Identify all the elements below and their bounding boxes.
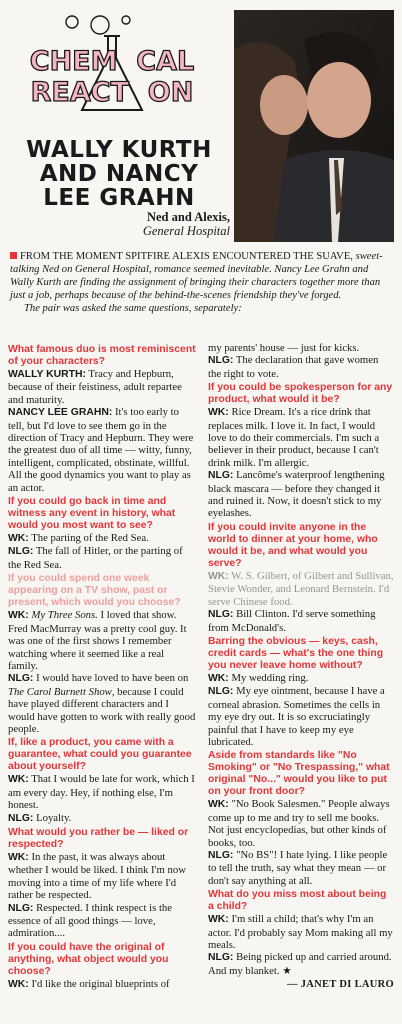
speaker-label: WK:: [208, 914, 229, 926]
answer-text: I would have loved to have been on: [33, 672, 189, 685]
speaker-label: NLG:: [208, 355, 234, 367]
question: Aside from standards like "No Smoking" or "No Trespassing," what original "No..." would you like to put on your front door?: [208, 750, 390, 798]
answer: [8, 532, 196, 545]
answer-text: Loyalty.: [33, 811, 72, 824]
answer: [8, 812, 196, 825]
caption-show: General Hospital: [142, 224, 230, 238]
chemical-reaction-logo: [14, 14, 219, 114]
speaker-label: NLG:: [208, 952, 234, 964]
answer-text: W. S. Gilbert, of Gilbert and Sullivan, Stevie Wonder, and Leonard Bernstein. I'd serve Chinese food.: [208, 569, 394, 608]
answer: [208, 951, 394, 977]
question: If you could be spokesperson for any product, what would it be?: [208, 382, 393, 406]
question: What famous duo is most reminiscent of your characters?: [8, 344, 196, 367]
question: What do you miss most about being a child?: [208, 889, 387, 913]
answer-text: That I would be late for work, which I am every day. Hey, if nothing else, I'm honest.: [8, 773, 195, 812]
logo-line2: REACT ON: [30, 77, 194, 108]
answer-text: In the past, it was always about whether I would be liked. I think I'm now moving into a time of my life where I'd rather be respected.: [8, 850, 186, 902]
speaker-label: WK:: [8, 610, 29, 622]
answer-text: My wedding ring.: [228, 671, 309, 684]
answer: [8, 609, 196, 672]
speaker-label: NLG:: [8, 812, 34, 824]
names-line-1: WALLY KURTH: [26, 137, 212, 163]
speaker-label: WK:: [208, 407, 229, 419]
question: Barring the obvious — keys, cash, credit cards — what's the one thing you never leave home without?: [208, 635, 384, 671]
photo-caption: [80, 210, 230, 238]
answer: [8, 773, 196, 811]
answer-text: Rice Dream. It's a rice drink that replaces milk. I love it. In fact, I would love to do their commercials. I'm such a believer in their product, because I can't drink milk. I'm allergic.: [208, 406, 380, 469]
author-byline: — JANET DI LAURO: [287, 979, 394, 991]
show-title: The Carol Burnett Show: [8, 685, 112, 698]
couple-photo: [234, 10, 394, 242]
answer-text: "No Book Salesmen." People always come up to me and try to sell me books. Not just encyclopedias, but other kinds of books, too.: [208, 798, 390, 849]
speaker-label: NLG:: [208, 849, 234, 861]
speaker-label: NLG:: [8, 546, 34, 558]
answer-text: The declaration that gave women the right to vote.: [208, 354, 379, 380]
answer-text: Being picked up and carried around. And my blanket. ★: [208, 951, 392, 977]
answer: [8, 978, 196, 991]
speaker-label: WK:: [208, 570, 229, 582]
speaker-label: WK:: [208, 672, 229, 684]
answer: [208, 798, 394, 849]
speaker-label: WK:: [8, 533, 29, 545]
answer: [8, 672, 196, 735]
answer: [208, 570, 394, 608]
answer: [8, 902, 196, 940]
intro-rest: sweet-talking Ned on General Hospital, romance seemed inevitable. Nancy Lee Grahn and Wally Kurth are finding the assignment of bringing their characters together more than just a job, perhaps because of the behind-the-scenes friendship they've forged.: [10, 251, 383, 301]
intro-note: The pair was asked the same questions, separately:: [24, 303, 242, 314]
answer: [8, 368, 196, 406]
answer-text: I'd like the original blueprints of: [28, 977, 170, 990]
article-intro: [10, 250, 394, 315]
question: If you could go back in time and witness any event in history, what would you most want to see?: [8, 496, 176, 532]
answer: [208, 913, 394, 951]
answer-text: I loved that show. Fred MacMurray was a pretty cool guy. It was one of the first shows I remember watching where it seemed like a real family.: [8, 609, 187, 672]
answer: [208, 672, 394, 685]
question: What would you rather be — liked or respected?: [8, 826, 189, 850]
speaker-label: NLG:: [208, 686, 234, 698]
answer: [208, 469, 394, 520]
speaker-label: WK:: [208, 799, 229, 811]
answer-text: Respected. I think respect is the essence of all good things — love, admiration....: [8, 901, 173, 940]
speaker-label: WK:: [8, 851, 29, 863]
names-line-2: AND NANCY: [39, 161, 199, 187]
speaker-label: WK:: [8, 978, 29, 990]
answer-text: It's too early to tell, but I'd love to see them go in the direction of Tracy and Hepburn. They were the greatest duo of all time — witty, funny, intelligent, complicated, obstinate, willful. All the good dynamics you want to play as an actor.: [8, 406, 194, 494]
answer: [208, 406, 394, 469]
names-line-3: LEE GRAHN: [43, 185, 195, 211]
intro-caps: FROM THE MOMENT SPITFIRE ALEXIS ENCOUNTERED THE SUAVE,: [20, 251, 353, 262]
speaker-label: NLG:: [8, 673, 34, 685]
answer-text: The fall of Hitler, or the parting of the Red Sea.: [8, 545, 183, 571]
left-column: [8, 342, 196, 991]
answer-text: Bill Clinton. I'd serve something from McDonald's.: [208, 608, 376, 634]
answer-text: I'm still a child; that's why I'm an actor. I'd probably say Mom making all my meals.: [208, 913, 393, 951]
speaker-label: NLG:: [208, 609, 234, 621]
speaker-label: WK:: [8, 774, 29, 786]
answer: [208, 849, 394, 887]
answer: [8, 545, 196, 571]
answer: [208, 354, 394, 380]
intro-paragraph: [10, 250, 394, 302]
speaker-label: WALLY KURTH:: [8, 369, 86, 380]
answer: [208, 685, 394, 748]
answer-text: My eye ointment, because I have a corneal abrasion. Sometimes the cells in my eye dry out. It is so excruciatingly painful that I have to keep my eye lubricated.: [208, 685, 385, 748]
question: If, like a product, you came with a guarantee, what could you guarantee about yourself?: [8, 737, 192, 773]
answer-text: Lancôme's waterproof lengthening black mascara — before they changed it and ruined it. Now, it doesn't stick to my eyelashes.: [208, 469, 385, 520]
logo-line1: CHEM CAL: [29, 46, 195, 77]
speaker-label: NLG:: [208, 470, 234, 482]
speaker-label: NLG:: [8, 902, 34, 914]
answer-text: Tracy and Hepburn, because of their feistiness, adult repartee and maturity.: [8, 368, 182, 406]
answer-text: , because I could have played different characters and I would have gotten to work with really good people.: [8, 685, 196, 735]
question: If you could invite anyone in the world to dinner at your home, who would it be, and what would you serve?: [208, 521, 378, 569]
caption-characters: Ned and Alexis,: [146, 210, 230, 224]
actor-names-heading: [14, 138, 224, 210]
answer-text: "No BS"! I hate lying. I like people to tell the truth, say what they mean — or don't say anything at all.: [208, 848, 388, 887]
question: If you could have the original of anything, what object would you choose?: [8, 941, 169, 977]
answer-continued: my parents' house — just for kicks.: [208, 342, 360, 354]
flask-logo-icon: [14, 14, 219, 114]
question: If you could spend one week appearing on a TV show, past or present, which would you choose?: [8, 573, 181, 609]
right-column: [208, 342, 394, 992]
answer: [208, 608, 394, 634]
speaker-label: NANCY LEE GRAHN:: [8, 407, 113, 419]
red-square-icon: [10, 252, 17, 259]
answer-text: The parting of the Red Sea.: [28, 532, 149, 545]
answer: [8, 406, 196, 494]
show-title: My Three Sons.: [28, 609, 98, 622]
answer: [8, 851, 196, 902]
